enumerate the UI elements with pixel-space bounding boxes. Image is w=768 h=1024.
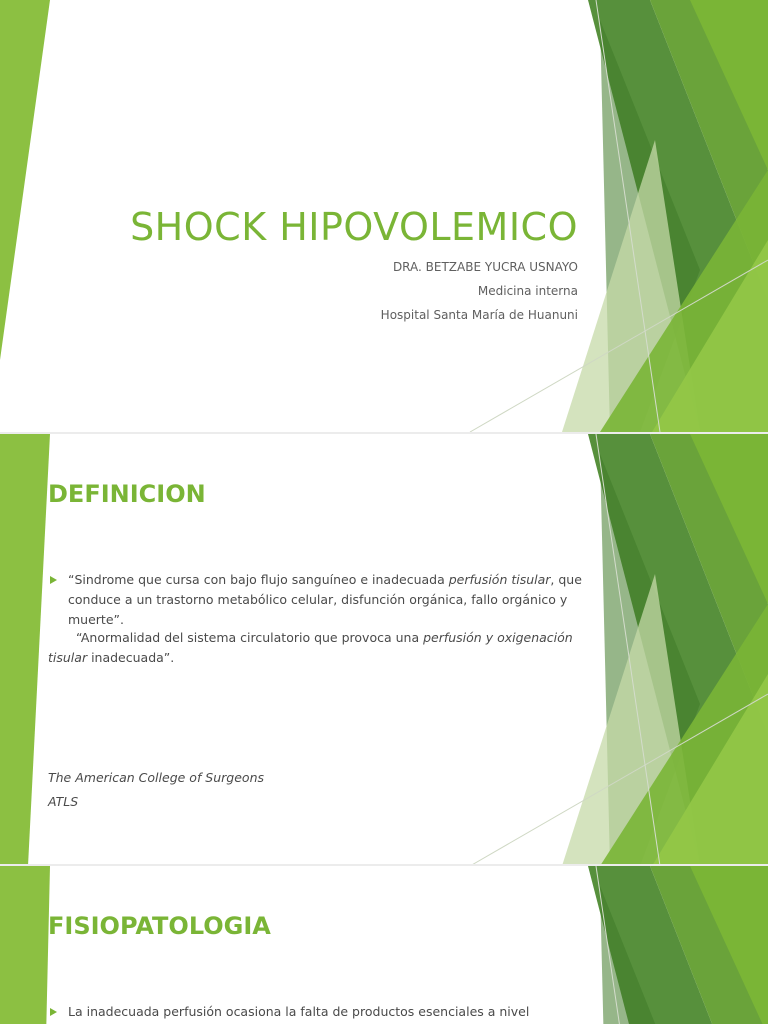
left-stripe xyxy=(0,0,50,360)
bullet-arrow-icon xyxy=(50,1008,57,1016)
source-atls: ATLS xyxy=(48,794,79,809)
quote-2-text-end: inadecuada”. xyxy=(87,650,175,665)
hospital-name: Hospital Santa María de Huanuni xyxy=(380,308,578,322)
quote-2-emphasis: perfusión y oxigenación tisular xyxy=(48,630,573,665)
source-college: The American College of Surgeons xyxy=(48,770,265,785)
section-heading: FISIOPATOLOGIA xyxy=(48,912,271,940)
specialty: Medicina interna xyxy=(477,284,578,298)
quote-1-text: “Sindrome que cursa con bajo flujo sanguíneo e inadecuada xyxy=(68,572,449,587)
left-stripe xyxy=(0,434,50,866)
slide-title xyxy=(0,0,768,432)
presentation-title: SHOCK HIPOVOLEMICO xyxy=(130,205,578,249)
definition-quote-2 xyxy=(48,628,588,668)
section-heading: DEFINICION xyxy=(48,480,206,508)
definition-quote-1 xyxy=(68,570,588,630)
slide-definicion xyxy=(0,434,768,866)
left-stripe xyxy=(0,866,50,1024)
quote-1-text-end: , que conduce a un trastorno metabólico celular, disfunción orgánica, fallo orgánico y muerte”. xyxy=(68,572,582,627)
quote-2-text: “Anormalidad del sistema circulatorio que provoca una xyxy=(76,630,424,645)
fisiopatologia-bullet-1: La inadecuada perfusión ocasiona la falta de productos esenciales a nivel xyxy=(68,1004,530,1019)
decorative-shapes xyxy=(0,866,768,1024)
author-name: DRA. BETZABE YUCRA USNAYO xyxy=(392,260,578,274)
bullet-arrow-icon xyxy=(50,576,57,584)
slide-fisiopatologia xyxy=(0,866,768,1024)
quote-1-emphasis: perfusión tisular xyxy=(448,572,551,587)
